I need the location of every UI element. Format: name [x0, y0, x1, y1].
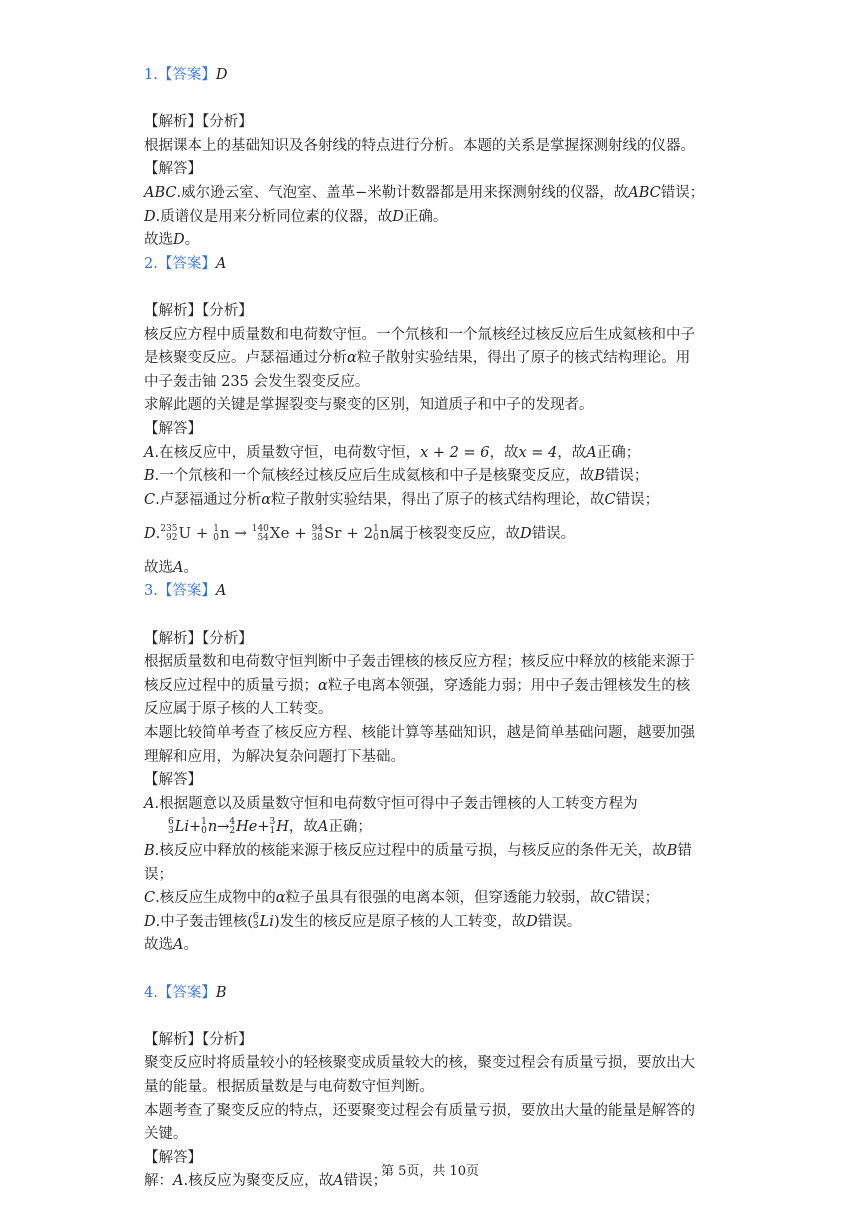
q1-analysis-text: 根据课本上的基础知识及各射线的特点进行分析。本题的关系是掌握探测射线的仪器。	[144, 137, 695, 154]
q3-analysis-line-3: 反应属于原子核的人工转变。	[144, 701, 333, 718]
q3-solve-b-cont: 误；	[144, 866, 173, 883]
q3-analysis-line-5: 理解和应用，为解决复杂问题打下基础。	[144, 748, 405, 765]
q2-analysis-line-3: 中子轰击铀 235 会发生裂变反应。	[144, 373, 370, 390]
q4-answer-tag: 【答案】	[157, 984, 216, 1001]
q3-analysis-line-2: 核反应过程中的质量亏损；α粒子电离本领强，穿透能力弱；用中子轰击锂核发生的核	[144, 677, 691, 694]
document-content	[144, 64, 724, 1194]
q4-answer-heading	[144, 982, 724, 1006]
q2-answer-tag: 【答案】	[157, 255, 216, 272]
q2-solve-d: D. 235 92 U + 1 0 n → 140 54 Xe + 94 38 Sr + 2 1 0 n属于核裂变反应，故D错误。	[144, 524, 576, 544]
q1-answer-tag: 【答案】	[157, 67, 216, 83]
q1-analysis-tag: 【解析】【分析】	[144, 114, 253, 131]
q3-final: 故选A。	[144, 937, 198, 954]
q1-solve-line-1: ABC.威尔逊云室、气泡室、盖革−米勒计数器都是用来探测射线的仪器，故ABC错误；	[144, 184, 705, 201]
q4-analysis-line-1: 聚变反应时将质量较小的轻核聚变成质量较大的核，聚变过程会有质量亏损，要放出大	[144, 1055, 695, 1072]
q2-solve-a: A.在核反应中，质量数守恒，电荷数守恒，x + 2 = 6，故x = 4，故A正确；	[144, 444, 641, 461]
q3-analysis-line-1: 根据质量数和电荷数守恒判断中子轰击锂核的核反应方程；核反应中释放的核能来源于	[144, 654, 695, 671]
fission-equation: 235 92 U + 1 0 n → 140 54 Xe + 94 38 Sr + 2 1 0 n	[160, 524, 390, 544]
q2-solve-tag: 【解答】	[144, 420, 202, 437]
q2-analysis-tag: 【解析】【分析】	[144, 302, 253, 319]
q1-solve-line-2: D.质谱仪是用来分析同位素的仪器，故D正确。	[144, 208, 448, 225]
q2-final: 故选A。	[144, 559, 198, 576]
q3-answer: A	[215, 583, 227, 600]
q3-analysis-tag: 【解析】【分析】	[144, 630, 253, 647]
q1-answer-heading	[144, 64, 724, 88]
q2-analysis-line-2: 是核聚变反应。卢瑟福通过分析α粒子散射实验结果，得出了原子的核式结构理论。用	[144, 350, 691, 367]
q3-analysis-line-4: 本题比较简单考查了核反应方程、核能计算等基础知识，越是简单基础问题，越要加强	[144, 725, 695, 742]
q3-answer-heading	[144, 580, 724, 604]
q3-solve-c: C.核反应生成物中的α粒子虽具有很强的电离本领，但穿透能力较弱，故C错误；	[144, 890, 660, 907]
q3-solve-a-equation: 6 3 Li+ 1 0 n→ 4 2 He+ 3 1 H，故A正确；	[168, 817, 372, 837]
q3-solve-a: A.根据题意以及质量数守恒和电荷数守恒可得中子轰击锂核的人工转变方程为	[144, 795, 638, 812]
q4-solve-tag: 【解答】	[144, 1149, 202, 1166]
q3-solve-d: D.中子轰击锂核( 6 3 Li)发生的核反应是原子核的人工转变，故D错误。	[144, 911, 582, 931]
q3-solve-b: B.核反应中释放的核能来源于核反应过程中的质量亏损，与核反应的条件无关，故B错	[144, 843, 692, 859]
q2-answer: A	[215, 255, 227, 272]
q4-analysis-line-3: 本题考查了聚变反应的特点，还要聚变过程会有质量亏损，要放出大量的能量是解答的	[144, 1102, 695, 1119]
q2-solve-c: C.卢瑟福通过分析α粒子散射实验结果，得出了原子的核式结构理论，故C错误；	[144, 491, 660, 508]
q2-analysis-line-1: 核反应方程中质量数和电荷数守恒。一个氘核和一个氚核经过核反应后生成氦核和中子	[144, 326, 695, 343]
q4-analysis-line-4: 关键。	[144, 1126, 188, 1143]
q1-number: 1.	[144, 67, 158, 83]
q4-solve-a: 解：A.核反应为聚变反应，故A错误；	[144, 1173, 388, 1190]
q3-number: 3.	[144, 583, 158, 600]
q2-solve-b: B.一个氘核和一个氚核经过核反应后生成氦核和中子是核聚变反应，故B错误；	[144, 468, 649, 485]
q2-number: 2.	[144, 255, 158, 272]
q4-answer: B	[215, 984, 227, 1001]
q3-solve-tag: 【解答】	[144, 772, 202, 789]
q1-final: 故选D。	[144, 232, 200, 249]
q4-analysis-line-2: 量的能量。根据质量数是与电荷数守恒判断。	[144, 1078, 434, 1095]
q2-analysis-line-4: 求解此题的关键是掌握裂变与聚变的区别，知道质子和中子的发现者。	[144, 397, 594, 414]
q1-answer: D	[215, 67, 228, 83]
q1-solve-tag: 【解答】	[144, 161, 202, 178]
q4-number: 4.	[144, 984, 158, 1001]
q3-answer-tag: 【答案】	[157, 583, 216, 600]
q2-answer-heading	[144, 253, 724, 277]
page-footer: 第 5页，共 10页	[380, 1164, 480, 1179]
q4-analysis-tag: 【解析】【分析】	[144, 1031, 253, 1048]
